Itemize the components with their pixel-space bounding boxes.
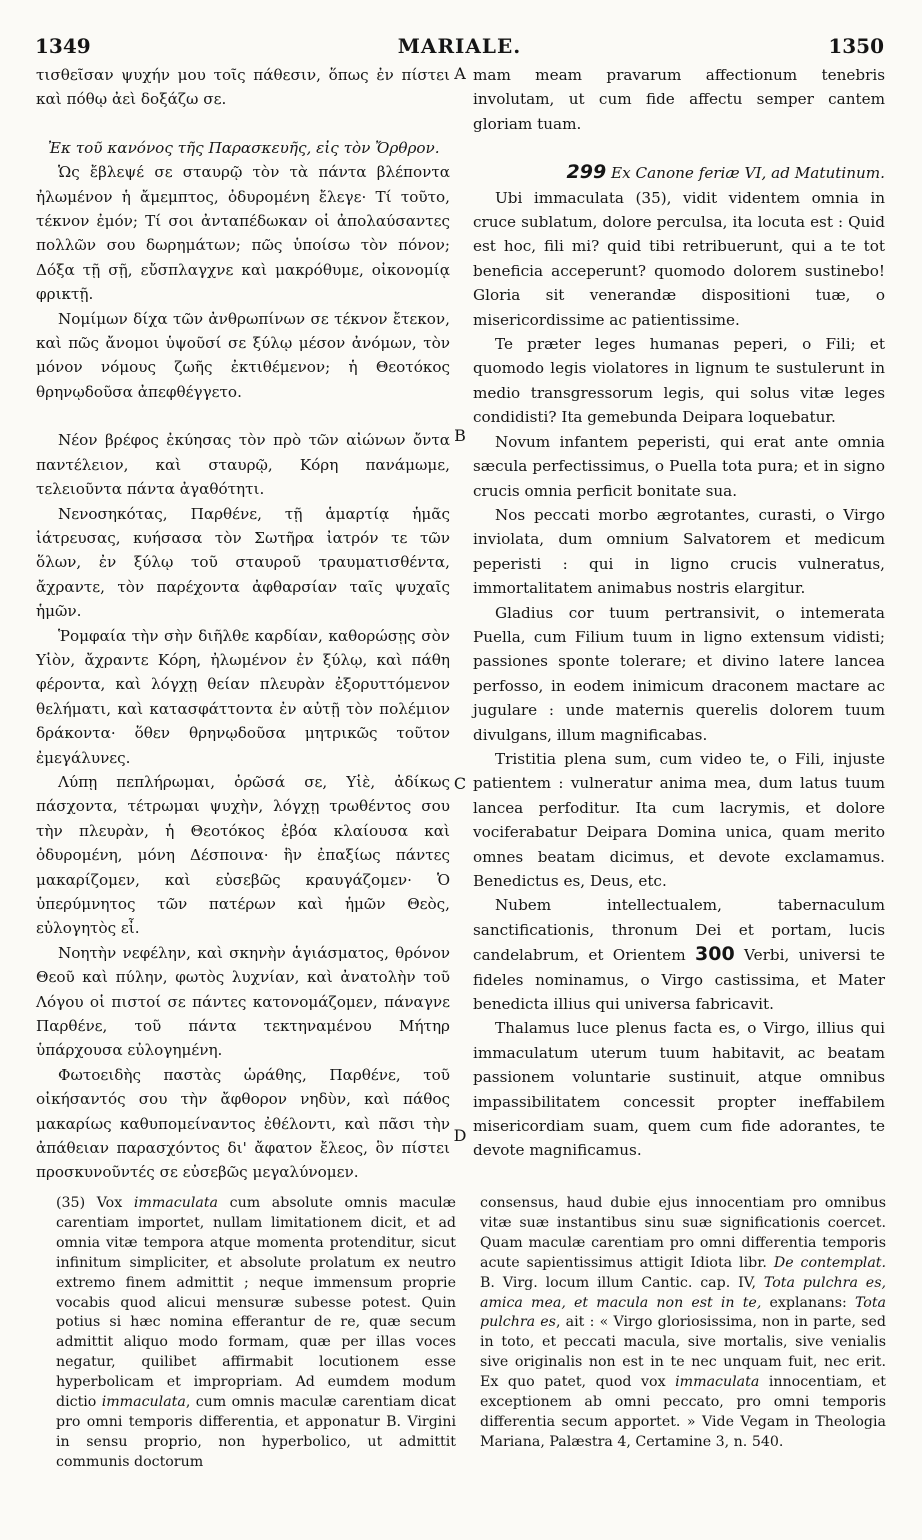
latin-heading: Ex Canone feriæ VI, ad Matutinum. xyxy=(611,164,885,183)
margin-marker-b: B xyxy=(454,426,466,445)
right-page-number: 1350 xyxy=(828,34,884,58)
running-title: MARIALE. xyxy=(397,34,522,58)
footnote-emphasis: Tota pulchra es xyxy=(480,1294,886,1331)
greek-paragraph: Λύπῃ πεπλήρωμαι, ὁρῶσά σε, Υἱὲ, ἀδίκως πάσχοντα, τέτρωμαι ψυχὴν, λόγχῃ τρωθέντος σου τὴν πλευρὰν, ἡ Θεοτόκος ἐβόα κλαίουσα καὶ ὀδυρομένη, μόνη Δέσποινα· ἣν ἐπαξίως πάντες μακαρίζομεν, καὶ εὐσεβῶς κραυγάζομεν· Ὁ ὑπερύμνητος τῶν πατέρων καὶ ἡμῶν Θεὸς, εὐλογητὸς εἶ. xyxy=(36,772,450,938)
footnote-text: cum absolute omnis maculæ carentiam importet, nullam limitationem dicit, et ad omnia vitæ tempora atque momenta protenditur, sicut infinitum simpliciter, et absolute prolatum ex neutro extremo finem admittit ; neque immensum proprie vocabis quod alicui mensuræ subesse potest. Quin potius si hæc nomina efferantur de re, quæ secum admittit aliquo modo formam, quæ per illas voces negatur, quilibet affirmabit locutionem esse hyperbolicam et impropriam. Ad eumdem modum dictio xyxy=(56,1195,456,1411)
footnote-emphasis: immaculata xyxy=(675,1374,760,1391)
greek-column xyxy=(36,63,450,1185)
latin-column xyxy=(473,63,885,1163)
column-number-300: 300 xyxy=(695,943,735,966)
footnote-35 xyxy=(56,1194,456,1473)
latin-paragraph: Te præter leges humanas peperi, o Fili; et quomodo legis violatores in lignum te sustulerunt in medio transgressorum legis, qui solus vitæ leges condidisti? Ita gemebunda Deipara loquebatur. xyxy=(473,335,885,427)
latin-paragraph-part: Nubem intellectualem, tabernaculum sanctificationis, thronum Dei et portam, lucis candelabrum, et Orientem xyxy=(473,896,885,965)
greek-paragraph: Ὡς ἔβλεψέ σε σταυρῷ τὸν τὰ πάντα βλέποντα ἠλωμένον ἡ ἄμεμπτος, ὀδυρομένη ἔλεγε· Τί τοῦτο, τέκνον ἐμόν; Τί σοι ἀνταπέδωκαν οἱ ἀπολαύσαντες πολλῶν σου δωρημάτων; πῶς ὑποίσω τὸν πόνον; Δόξα τῇ σῇ, εὔσπλαγχνε καὶ μακρόθυμε, οἰκονομίᾳ φρικτῇ. xyxy=(36,163,450,304)
greek-paragraph: Φωτοειδὴς παστὰς ὡράθης, Παρθένε, τοῦ οἰκήσαντός σου τὴν ἄφθορον νηδὺν, καὶ πάθος μακαρίως καθυπομείναντος ἐθέλοντι, καὶ πᾶσι τὴν ἀπάθειαν παρασχόντος δι' ἄφατον ἔλεος, ὃν πίστει προσκυνοῦντές σε εὐσεβῶς μεγαλύνομεν. xyxy=(36,1065,450,1182)
footnote-emphasis: Tota pulchra es, amica mea, et macula non est in te, xyxy=(480,1274,886,1311)
left-page-number: 1349 xyxy=(35,34,91,58)
footnote-emphasis: immaculata xyxy=(101,1394,186,1411)
footnote-text: (35) Vox xyxy=(56,1195,134,1211)
greek-continuation: τισθεῖσαν ψυχήν μου τοῖς πάθεσιν, ὅπως ἐν πίστει καὶ πόθῳ ἀεὶ δοξάζω σε. xyxy=(36,66,450,109)
footnote-text: , ait : « Virgo gloriosissima, non in parte, sed in toto, et peccati macula, sive mortalis, sive venialis sive originalis non est in te nec unquam fuit, nec erit. Ex quo patet, quod vox xyxy=(480,1314,886,1391)
latin-continuation: mam meam pravarum affectionum tenebris involutam, ut cum fide affectu semper cantem gloriam tuam. xyxy=(473,66,885,133)
running-header xyxy=(35,34,884,64)
latin-paragraph: Ubi immaculata (35), vidit videntem omnia in cruce sublatum, dolore perculsa, ita locuta est : Quid est hoc, fili mi? quid tibi retribuerunt, qui a te tot beneficia acceperunt? quomodo dolorem sustinebo! Gloria sit venerandæ dispositioni tuæ, o misericordissime ac patientissime. xyxy=(473,188,885,329)
greek-paragraph: Νοητὴν νεφέλην, καὶ σκηνὴν ἁγιάσματος, θρόνον Θεοῦ καὶ πύλην, φωτὸς λυχνίαν, καὶ ἀνατολὴν τοῦ Λόγου οἱ πιστοί σε πάντες κατονομάζομεν, πάναγνε Παρθένε, τοῦ πάντα τεκτηναμένου Μήτηρ ὑπάρχουσα εὐλογημένη. xyxy=(36,943,450,1060)
margin-marker-c: C xyxy=(453,774,467,793)
latin-paragraph: Tristitia plena sum, cum video te, o Fili, injuste patientem : vulneratur anima mea, dum latus tuum lancea perfoditur. Ita cum lacrymis, et dolore vociferabatur Deipara Domina unica, quam merito omnes beatam dicimus, et devote exclamamus. Benedictus es, Deus, etc. xyxy=(473,749,885,890)
margin-marker-d: D xyxy=(453,1126,467,1145)
footnote-left xyxy=(56,1194,456,1473)
latin-heading-line xyxy=(473,160,885,185)
margin-marker-a: A xyxy=(454,64,466,83)
greek-paragraph: Νενοσηκότας, Παρθένε, τῇ ἁμαρτίᾳ ἡμᾶς ἰάτρευσας, κυήσασα τὸν Σωτῆρα ἰατρόν τε τῶν ὅλων, ἐν ξύλῳ τοῦ σταυροῦ τραυματισθέντα, ἄχραντε, τὸν παρέχοντα ἀφθαρσίαν ταῖς ψυχαῖς ἡμῶν. xyxy=(36,504,450,621)
footnote-text: B. Virg. locum illum Cantic. cap. IV, xyxy=(480,1274,764,1291)
latin-paragraph: Nos peccati morbo ægrotantes, curasti, o Virgo inviolata, dum omnium Salvatorem et medicum peperisti : qui in ligno crucis vulneratus, immortalitatem animabus nostris elargitur. xyxy=(473,505,885,598)
footnote-text: consensus, haud dubie ejus innocentiam pro omnibus vitæ suæ instantibus sinu suæ significationis coercet. Quam maculæ carentiam pro omni differentia temporis acute sapientissimus attigit Idiota libr. xyxy=(480,1195,886,1271)
latin-paragraph-with-number xyxy=(473,893,885,1016)
greek-paragraph: Νομίμων δίχα τῶν ἀνθρωπίνων σε τέκνον ἔτεκον, καὶ πῶς ἄνομοι ὑψοῦσί σε ξύλῳ μέσον ἀνόμων, τὸν μόνον νόμους ζωῆς ἐκτιθέμενον; ἡ Θεοτόκος θρηνῳδοῦσα ἀπεφθέγγετο. xyxy=(36,309,450,401)
greek-paragraph: Νέον βρέφος ἐκύησας τὸν πρὸ τῶν αἰώνων ὄντα παντέλειον, καὶ σταυρῷ, Κόρη πανάμωμε, τελειοῦντα πάντα ἀγαθότητι. xyxy=(36,431,450,499)
latin-paragraph: Thalamus luce plenus facta es, o Virgo, illius qui immaculatum uterum tuum habitavit, ac beatam passionem voluntarie sustinuit, atque omnibus impassibilitatem concessit propter ineffabilem misericordiam suam, quem cum fide adorantes, te devote magnificamus. xyxy=(473,1019,885,1160)
latin-paragraph: Gladius cor tuum pertransivit, o intemerata Puella, cum Filium tuum in ligno extensum vidisti; passiones sponte tolerare; et divino latere lancea perfosso, in eodem inimicum draconem mactare ac jugulare : unde maternis querelis dolorem tuum divulgans, illum magnificabas. xyxy=(473,603,885,744)
greek-paragraph: Ῥομφαία τὴν σὴν διῆλθε καρδίαν, καθορώσῃς σὸν Υἱὸν, ἄχραντε Κόρη, ἠλωμένον ἐν ξύλῳ, καὶ πάθη φέροντα, καὶ λόγχῃ θείαν πλευρὰν ἐξορυττόμενον θελήματι, καὶ κατασφάττοντα ἐν αὐτῇ τὸν πολέμιον δράκοντα· ὅθεν θρηνῳδοῦσα μητρικῶς τοῦτον ἐμεγάλυνες. xyxy=(36,626,450,767)
latin-paragraph-part: Verbi, universi te fideles nominamus, o Virgo castissima, et Mater benedicta illius qui universa fabricavit. xyxy=(473,946,886,1014)
footnote-35-continued xyxy=(480,1194,886,1453)
footnote-emphasis: De contemplat. xyxy=(773,1254,886,1271)
column-number-299: 299 xyxy=(566,161,607,184)
footnote-text: explanans: xyxy=(761,1294,855,1311)
footnote-right xyxy=(480,1194,886,1453)
latin-paragraph: Novum infantem peperisti, qui erat ante omnia sæcula perfectissimus, o Puella tota pura; et in signo crucis omnia perficit bonitate sua. xyxy=(473,432,885,500)
footnote-text: , cum omnis maculæ carentiam dicat pro omni temporis differentia, et apponatur B. Virgini in sensu proprio, non hyperbolico, ut admittit communis doctorum xyxy=(56,1394,456,1470)
footnote-text: innocentiam, et exceptionem ab omni peccato, pro omni temporis differentia secum apportet. » Vide Vegam in Theologia Mariana, Palæstra 4, Certamine 3, n. 540. xyxy=(480,1374,886,1450)
greek-heading: Ἐκ τοῦ κανόνος τῆς Παρασκευῆς, εἰς τὸν Ὄρθρον. xyxy=(48,138,440,157)
footnote-emphasis: immaculata xyxy=(133,1195,219,1211)
